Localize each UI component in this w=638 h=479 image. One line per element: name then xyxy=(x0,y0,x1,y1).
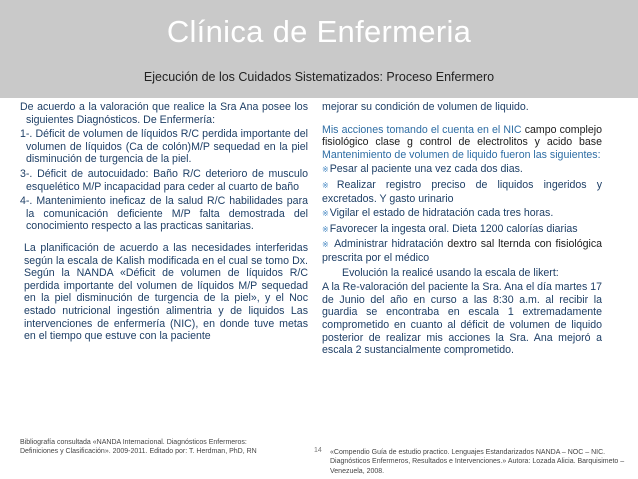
planning-paragraph: La planificación de acuerdo a las necesidades interferidas según la escala de Kalish modificada en el cual se tomo Dx. Según la NANDA «Déficit de volumen de líquidos R/C perdida importante del volumen de líquidos M/P sequedad en la piel disminución de turgencia de la piel», y el Noc estado nutricional ingestión alimentria y de liquidos Las intervenciones de enfermería (NIC), en donde tuve metas en el tiempo que estuve con la paciente xyxy=(24,241,308,343)
right-column xyxy=(322,101,602,359)
continuation-text: mejorar su condición de volumen de liquido. xyxy=(322,101,529,113)
actions-text-c: Mantenimiento de volumen de liquido fueron las siguientes: xyxy=(322,148,601,161)
slide-title: Clínica de Enfermeria xyxy=(166,14,472,49)
diagnosis-1: 1-. Déficit de volumen de líquidos R/C perdida importante del volumen de líquidos (Ca de colón)M/P sequedad en la piel disminución de turgencia de la piel. xyxy=(20,128,308,166)
bibliography-left: Bibliografía consultada «NANDA Internacional. Diagnósticos Enfermeros: Definiciones y Clasificación». 2009-2011. Editado por: T. Herdman, PhD, RN xyxy=(20,439,257,456)
actions-paragraph xyxy=(322,124,602,162)
left-column xyxy=(20,101,308,345)
bibliography-right: «Compendio Guía de estudio practico. Lenguajes Estandarizados NANDA – NOC – NIC. Diagnósticos Enfermeros, Resultados e Intervenciones.» Autora: Lozada Alicia. Barquisimeto – Venezuela, 2008. xyxy=(330,449,625,475)
action-bullet-4: ※ Favorecer la ingesta oral. Dieta 1200 calorías diarias xyxy=(322,223,602,237)
page-number: 14 xyxy=(314,447,322,454)
action-bullet-1: ※ Pesar al paciente una vez cada dos dias. xyxy=(322,163,602,177)
bullet-5-text-c: prescrita por el médico xyxy=(322,251,430,264)
diagnosis-3: 3-. Déficit de autocuidado: Baño R/C deterioro de musculo esquelético M/P incapacidad para ceder al cuarto de baño xyxy=(20,167,308,193)
intro-paragraph: De acuerdo a la valoración que realice la Sra Ana posee los siguientes Diagnósticos. De Enfermería: xyxy=(20,101,308,126)
actions-text-a: Mis acciones tomando el cuenta en el NIC xyxy=(322,123,522,136)
diagnosis-4: 4-. Mantenimiento ineficaz de la salud R/C habilidades para la comunicación deficiente M/P falta demostrada del conocimiento respecto a las practicas sanitarias. xyxy=(20,195,308,233)
evaluation-paragraph: A la Re-valoración del paciente la Sra. Ana el día martes 17 de Junio del año en curso a las 8:30 a.m. al recibir la guardia se encontraba en escala 1 extremadamente comprometido en cuanto al déficit de volumen de liquido posterior de realizar mis acciones la Sra. Ana mejoró a escala 2 sustancialmente comprometido. xyxy=(322,281,602,357)
evaluation-heading: Evolución la realicé usando la escala de likert: xyxy=(342,266,559,279)
bullet-5-text-b: dextro sal lternda con fisiológica xyxy=(447,238,603,251)
actions-text-b: campo complejo fisiológico clase g control de electrolitos y acido base xyxy=(322,123,602,149)
slide-subtitle: Ejecución de los Cuidados Sistematizados: Proceso Enfermero xyxy=(143,70,495,84)
action-bullet-5 xyxy=(322,238,602,264)
action-bullet-2: ※ Realizar registro preciso de liquidos ingeridos y excretados. Y gasto urinario xyxy=(322,179,602,205)
bullet-5-text-a: Administrar hidratación xyxy=(334,238,444,251)
action-bullet-3: ※ Vigilar el estado de hidratación cada tres horas. xyxy=(322,207,602,221)
